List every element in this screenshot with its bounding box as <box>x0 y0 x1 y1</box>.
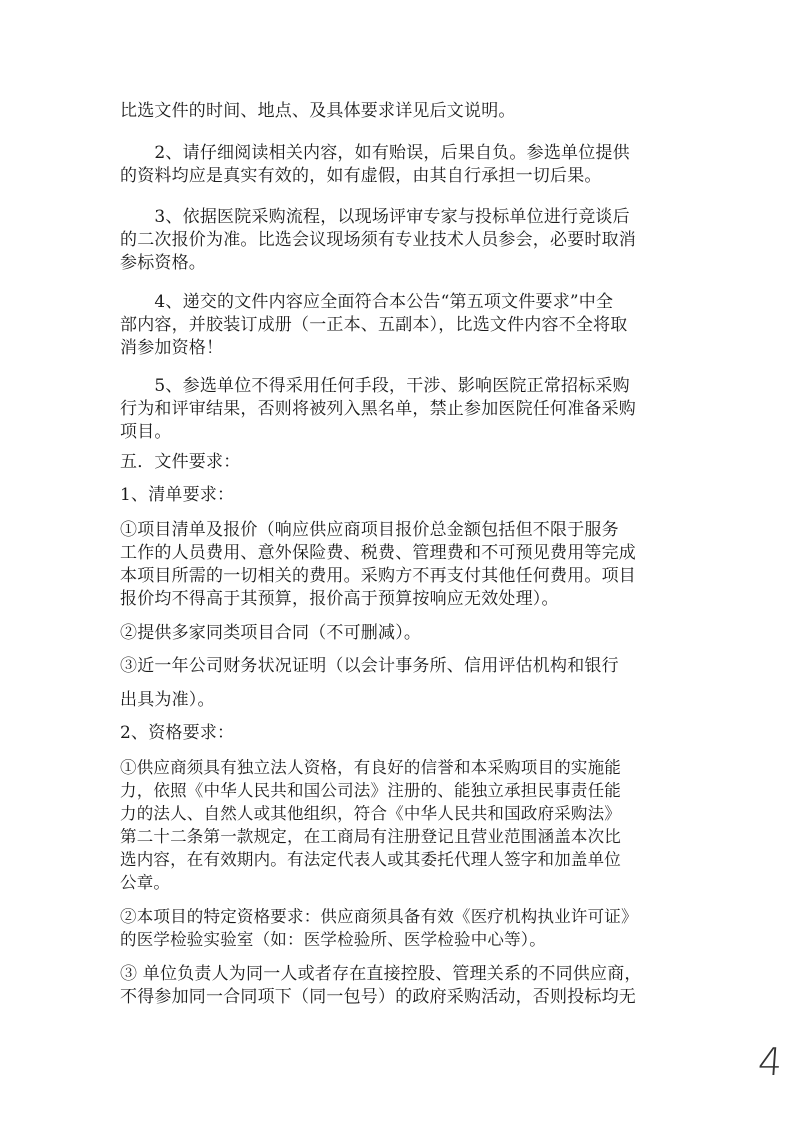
text-line: 的医学检验实验室（如：医学检验所、医学检验中心等）。 <box>120 930 546 949</box>
text-line: 力的法人、自然人或其他组织，符合《中华人民共和国政府采购法》 <box>120 804 621 823</box>
text-line: 选内容，在有效期内。有法定代表人或其委托代理人签字和加盖单位 <box>120 850 621 869</box>
text-line: 消参加资格！ <box>120 338 224 358</box>
text-line: 报价均不得高于其预算，报价高于预算按响应无效处理）。 <box>120 589 559 609</box>
text-line: 项目。 <box>120 422 172 442</box>
text-line: ①供应商须具有独立法人资格，有良好的信誉和本采购项目的实施能 <box>120 758 621 777</box>
text-line: 部内容，并胶装订成册（一正本、五副本），比选文件内容不全将取 <box>120 315 628 335</box>
text-line: 出具为准）。 <box>120 690 215 710</box>
text-line: 的资料均应是真实有效的，如有虚假，由其自行承担一切后果。 <box>120 166 602 186</box>
text-line: 不得参加同一合同项下（同一包号）的政府采购活动，否则投标均无 <box>120 987 636 1007</box>
text-line: ③近一年公司财务状况证明（以会计事务所、信用评估机构和银行 <box>120 656 619 676</box>
text-line: 第二十二条第一款规定，在工商局有注册登记且营业范围涵盖本次比 <box>120 827 621 846</box>
handwritten-page-number: 4 <box>756 1040 784 1084</box>
text-line: 的二次报价为准。比选会议现场须有专业技术人员参会，必要时取消 <box>120 230 636 250</box>
text-line: 4、递交的文件内容应全面符合本公告“第五项文件要求”中全 <box>120 292 614 312</box>
text-line: 5、参选单位不得采用任何手段，干涉、影响医院正常招标采购 <box>120 376 630 396</box>
text-line: 2、请仔细阅读相关内容，如有贻误，后果自负。参选单位提供 <box>120 143 630 163</box>
text-line: 工作的人员费用、意外保险费、税费、管理费和不可预见费用等完成 <box>120 543 636 563</box>
text-line: 力，依照《中华人民共和国公司法》注册的、能独立承担民事责任能 <box>120 781 621 800</box>
subsection-heading: 1、清单要求： <box>120 485 235 505</box>
text-line: 公章。 <box>120 873 171 892</box>
text-line: 比选文件的时间、地点、及具体要求详见后文说明。 <box>120 101 516 121</box>
text-line: ③ 单位负责人为同一人或者存在直接控股、管理关系的不同供应商， <box>120 964 642 984</box>
text-line: 参标资格。 <box>120 253 206 273</box>
text-line: ②本项目的特定资格要求：供应商须具备有效《医疗机构执业许可证》 <box>120 907 638 926</box>
text-line: 行为和评审结果，否则将被列入黑名单，禁止参加医院任何准备采购 <box>120 399 636 419</box>
text-line: 3、依据医院采购流程，以现场评审专家与投标单位进行竞谈后 <box>120 207 630 227</box>
subsection-heading: 2、资格要求： <box>120 723 235 743</box>
text-line: 本项目所需的一切相关的费用。采购方不再支付其他任何费用。项目 <box>120 566 636 586</box>
text-line: ②提供多家同类项目合同（不可删减）。 <box>120 623 422 643</box>
section-heading: 五．文件要求： <box>120 452 241 472</box>
text-line: ①项目清单及报价（响应供应商项目报价总金额包括但不限于服务 <box>120 520 619 540</box>
